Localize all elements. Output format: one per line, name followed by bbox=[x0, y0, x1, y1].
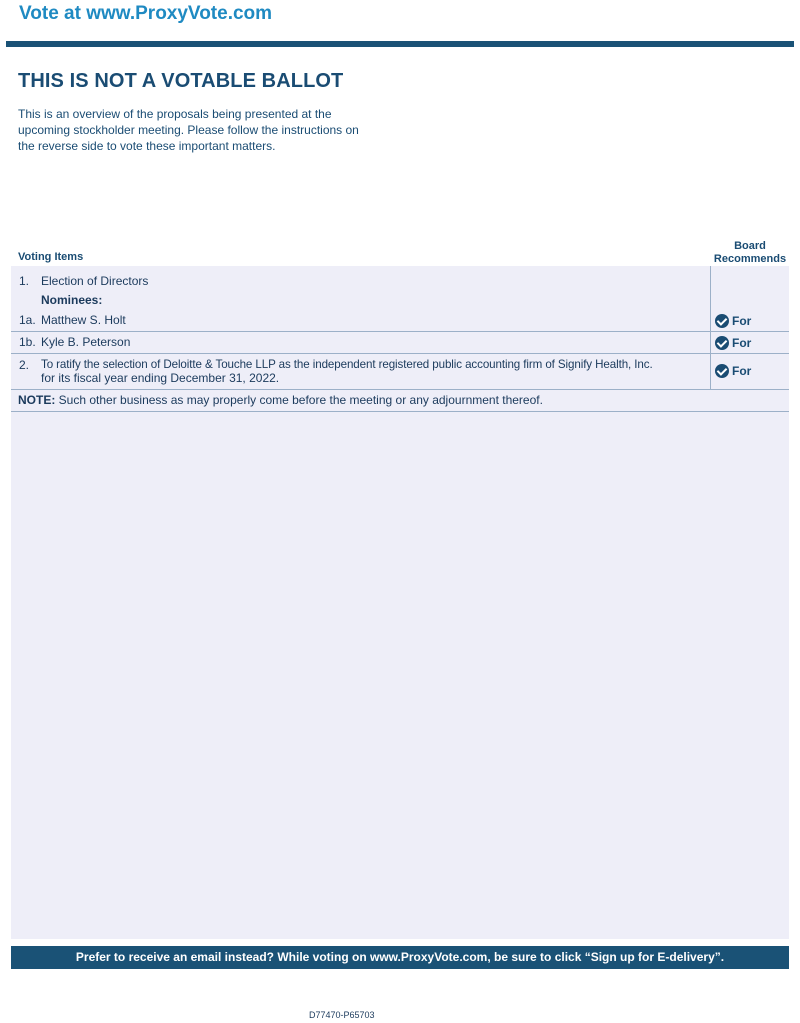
note-body: Such other business as may properly come before the meeting or any adjournment thereof. bbox=[55, 393, 543, 407]
intro-text bbox=[18, 106, 398, 154]
page-title: THIS IS NOT A VOTABLE BALLOT bbox=[18, 70, 344, 92]
note-label: NOTE: bbox=[18, 393, 56, 407]
item-text-line: for its fiscal year ending December 31, 2022. bbox=[41, 371, 280, 385]
checkmark-circle-icon bbox=[715, 314, 729, 328]
recommendation-label: For bbox=[732, 364, 752, 378]
item-number: 1. bbox=[19, 274, 30, 288]
intro-line: This is an overview of the proposals being presented at the bbox=[18, 107, 332, 121]
recommendation-for bbox=[715, 364, 751, 378]
nominee-number: 1b. bbox=[19, 335, 36, 349]
board-header-line: Recommends bbox=[713, 253, 787, 265]
nominees-label: Nominees: bbox=[41, 293, 103, 307]
intro-line: upcoming stockholder meeting. Please follow the instructions on bbox=[18, 123, 359, 137]
row-divider bbox=[11, 331, 789, 332]
note-text bbox=[18, 393, 543, 407]
board-header-line: Board bbox=[734, 240, 766, 252]
recommendation-label: For bbox=[732, 336, 752, 350]
item-label: Election of Directors bbox=[41, 274, 149, 288]
nominee-name: Matthew S. Holt bbox=[41, 313, 126, 327]
row-divider bbox=[11, 353, 789, 354]
recommendation-for bbox=[715, 336, 751, 350]
item-text-line: To ratify the selection of Deloitte & Touche LLP as the independent registered public accounting firm of Signify Health, Inc. bbox=[41, 358, 653, 371]
voting-items-header: Voting Items bbox=[18, 251, 84, 263]
checkmark-circle-icon bbox=[715, 364, 729, 378]
checkmark-circle-icon bbox=[715, 336, 729, 350]
row-divider bbox=[11, 389, 789, 390]
recommendation-for bbox=[715, 314, 751, 328]
document-id: D77470-P65703 bbox=[309, 1010, 375, 1020]
proxyvote-header-link[interactable]: Vote at www.ProxyVote.com bbox=[19, 3, 273, 24]
item-number: 2. bbox=[19, 358, 30, 372]
edelivery-banner: Prefer to receive an email instead? While voting on www.ProxyVote.com, be sure to click “Sign up for E-delivery”. bbox=[11, 946, 789, 969]
row-divider bbox=[11, 411, 789, 412]
column-divider bbox=[710, 266, 711, 390]
header-divider bbox=[6, 41, 794, 47]
board-recommends-header bbox=[707, 240, 793, 266]
nominee-name: Kyle B. Peterson bbox=[41, 335, 131, 349]
recommendation-label: For bbox=[732, 314, 752, 328]
intro-line: the reverse side to vote these important matters. bbox=[18, 139, 276, 153]
nominee-number: 1a. bbox=[19, 313, 36, 327]
